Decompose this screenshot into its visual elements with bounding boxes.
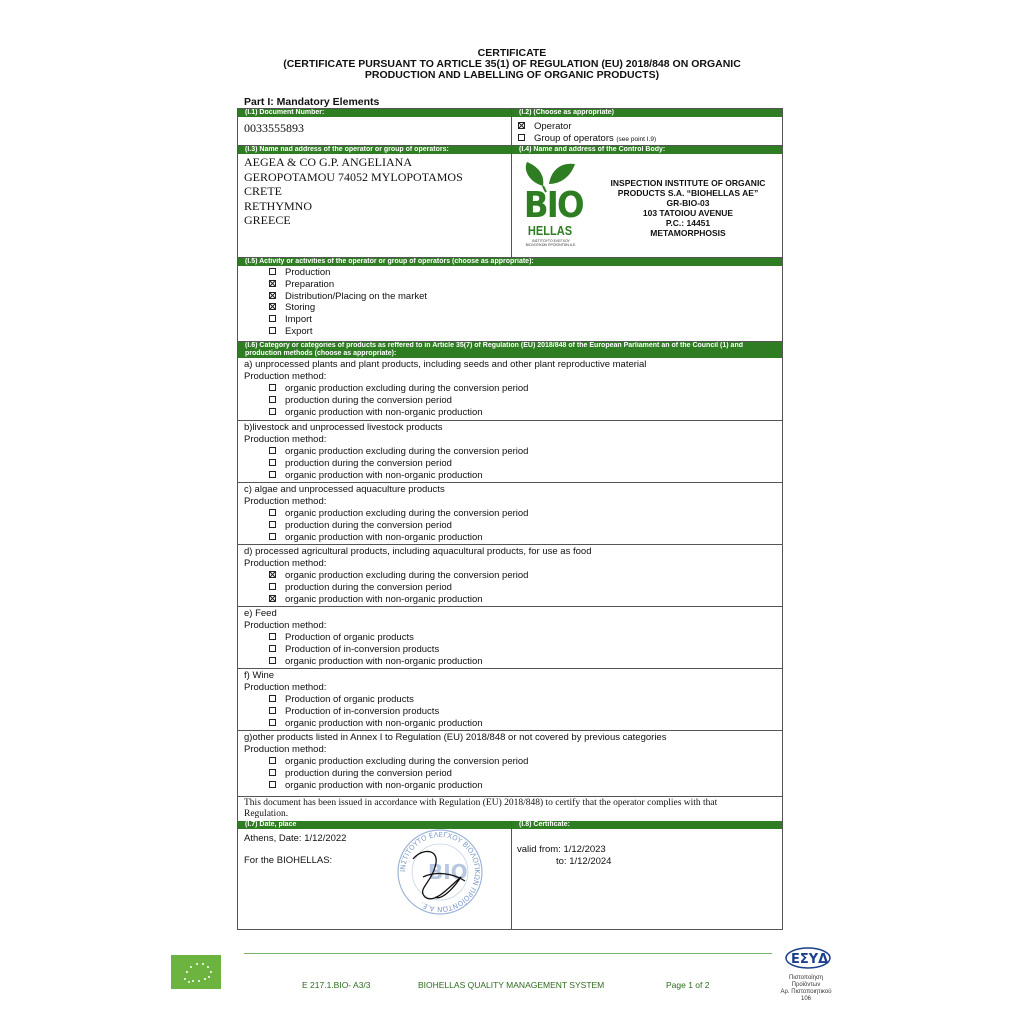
i2-header: (I.2) (Choose as appropriate) bbox=[512, 109, 782, 117]
category-title: g)other products listed in Annex I to Regulation (EU) 2018/848 or not covered by previous categories bbox=[244, 732, 667, 743]
document-number: 0033555893 bbox=[244, 121, 304, 135]
option-label: organic production with non-organic production bbox=[285, 655, 483, 667]
activity-item bbox=[269, 326, 312, 337]
control-line: GR-BIO-03 bbox=[666, 198, 710, 208]
row-divider bbox=[238, 606, 782, 607]
checkbox bbox=[269, 327, 276, 334]
statement-line-2: Regulation. bbox=[244, 809, 289, 819]
option-label: organic production excluding during the conversion period bbox=[285, 570, 529, 581]
option-label: organic production excluding during the conversion period bbox=[285, 446, 529, 457]
i3-header: (I.3) Name nad address of the operator or group of operators: bbox=[238, 146, 511, 154]
production-method-option bbox=[269, 383, 528, 394]
production-method-option bbox=[269, 395, 452, 406]
checked-checkbox bbox=[269, 595, 276, 602]
group-checkbox bbox=[518, 134, 525, 141]
svg-text:BIO: BIO bbox=[428, 860, 468, 884]
production-method-label: Production method: bbox=[244, 434, 327, 445]
group-label: Group of operators bbox=[534, 133, 614, 144]
document-code: E 217.1.BIO- A3/3 bbox=[302, 980, 371, 990]
checked-checkbox bbox=[269, 280, 276, 287]
option-label: production during the conversion period bbox=[285, 767, 452, 779]
production-method-label: Production method: bbox=[244, 496, 327, 507]
checkbox bbox=[269, 268, 276, 275]
category-title: b)livestock and unprocessed livestock products bbox=[244, 422, 443, 433]
checkbox bbox=[269, 447, 276, 454]
category-title: e) Feed bbox=[244, 608, 277, 619]
certificate-form bbox=[237, 108, 783, 930]
option-label: organic production excluding during the conversion period bbox=[285, 383, 529, 394]
logo-bio-text: BIO bbox=[523, 185, 583, 226]
category-title: c) algae and unprocessed aquaculture products bbox=[244, 484, 445, 495]
eu-organic-leaf-icon bbox=[171, 955, 221, 989]
activity-item bbox=[269, 279, 334, 290]
production-method-option bbox=[269, 706, 439, 717]
i4-header: (I.4) Name and address of the Control Body: bbox=[512, 146, 782, 154]
biohellas-logo bbox=[521, 160, 581, 252]
checkbox bbox=[269, 521, 276, 528]
activity-label: Production bbox=[285, 267, 331, 278]
group-option bbox=[518, 133, 656, 145]
row-divider bbox=[238, 482, 782, 483]
control-line: 103 TATOIOU AVENUE bbox=[642, 208, 734, 218]
issue-date: Athens, Date: 1/12/2022 bbox=[244, 833, 347, 844]
row-divider bbox=[238, 544, 782, 545]
option-label: Production of organic products bbox=[285, 694, 414, 705]
checkbox bbox=[269, 757, 276, 764]
option-label: Production of in-conversion products bbox=[285, 643, 440, 655]
checkbox bbox=[269, 657, 276, 664]
checkbox bbox=[269, 459, 276, 466]
i5-header: (I.5) Activity or activities of the operator or group of operators (choose as appropriate): bbox=[238, 258, 782, 266]
logo-hellas-text: HELLAS bbox=[527, 223, 573, 238]
checked-checkbox bbox=[269, 292, 276, 299]
checkbox bbox=[269, 384, 276, 391]
activity-item bbox=[269, 267, 330, 278]
production-method-option bbox=[269, 656, 483, 667]
esyd-caption bbox=[776, 975, 836, 1003]
address-line: AEGEA & CO G.P. ANGELIANA bbox=[244, 155, 412, 169]
operator-checkbox bbox=[518, 122, 525, 129]
i7-header: (I.7) Date, place bbox=[238, 821, 511, 829]
production-method-option bbox=[269, 470, 483, 481]
valid-to: to: 1/12/2024 bbox=[556, 856, 612, 867]
activity-label: Export bbox=[285, 326, 313, 337]
esyd-caption-1: Πιστοποίηση Προϊόντων bbox=[788, 975, 823, 988]
row-divider bbox=[238, 341, 782, 342]
control-line: METAMORPHOSIS bbox=[650, 228, 726, 238]
production-method-option bbox=[269, 718, 483, 729]
statement-line-1: This document has been issued in accordance with Regulation (EU) 2018/848) to certify that the operator complies with that bbox=[244, 798, 718, 808]
footer-divider bbox=[244, 953, 772, 954]
esyd-logo bbox=[784, 944, 832, 970]
production-method-option bbox=[269, 446, 528, 457]
category-title: a) unprocessed plants and plant products, including seeds and other plant reproductive material bbox=[244, 359, 647, 370]
option-label: production during the conversion period bbox=[285, 519, 452, 531]
production-method-option bbox=[269, 694, 414, 705]
control-line: INSPECTION INSTITUTE OF ORGANIC bbox=[610, 178, 766, 188]
row-divider bbox=[238, 668, 782, 669]
checked-checkbox bbox=[269, 303, 276, 310]
row-divider bbox=[238, 145, 782, 146]
row-divider bbox=[238, 257, 782, 258]
issuance-statement bbox=[244, 798, 717, 820]
esyd-accreditation-icon bbox=[784, 944, 832, 970]
checkbox bbox=[269, 315, 276, 322]
address-line: CRETE bbox=[244, 184, 282, 198]
logo-caption: ΙΝΣΤΙΤΟΥΤΟ ΕΛΕΓΧΟΥ ΒΙΟΛΟΓΙΚΩΝ ΠΡΟΪΟΝΤΩΝ Α.Ε. bbox=[525, 239, 577, 247]
category-title: d) processed agricultural products, including aquacultural products, for use as food bbox=[244, 546, 592, 557]
production-method-option bbox=[269, 407, 483, 418]
control-body-address bbox=[593, 178, 783, 238]
production-method-option bbox=[269, 520, 452, 531]
valid-from: valid from: 1/12/2023 bbox=[517, 844, 606, 855]
stamp-seal-icon bbox=[395, 827, 485, 917]
for-biohellas: For the BIOHELLAS: bbox=[244, 855, 333, 866]
address-line: RETHYMNO bbox=[244, 198, 312, 213]
option-label: Production of organic products bbox=[285, 632, 414, 643]
operator-address bbox=[244, 155, 463, 228]
option-label: organic production with non-organic production bbox=[285, 406, 483, 418]
production-method-option bbox=[269, 768, 452, 779]
option-label: Production of in-conversion products bbox=[285, 705, 440, 717]
svg-text:ΙΝΣΤΙΤΟΥΤΟ ΕΛΕΓΧΟΥ ΒΙΟΛΟΓΙΚΩΝ: ΙΝΣΤΙΤΟΥΤΟ ΕΛΕΓΧΟΥ ΒΙΟΛΟΓΙΚΩΝ ΠΡΟΪΟΝΤΩΝ Α.Ε. bbox=[398, 830, 482, 914]
production-method-option bbox=[269, 644, 439, 655]
checkbox bbox=[269, 769, 276, 776]
i8-header: (I.8) Certificate: bbox=[512, 821, 782, 829]
activity-item bbox=[269, 291, 427, 302]
option-label: organic production with non-organic production bbox=[285, 531, 483, 543]
column-divider bbox=[511, 109, 512, 258]
checkbox bbox=[269, 633, 276, 640]
production-method-option bbox=[269, 632, 414, 643]
address-line: GREECE bbox=[244, 213, 291, 227]
operator-label: Operator bbox=[534, 121, 572, 132]
page-number: Page 1 of 2 bbox=[666, 980, 710, 990]
option-label: organic production with non-organic production bbox=[285, 593, 483, 605]
column-divider bbox=[511, 821, 512, 929]
row-divider bbox=[238, 420, 782, 421]
checkbox bbox=[269, 719, 276, 726]
production-method-label: Production method: bbox=[244, 682, 327, 693]
control-line: P.C.: 14451 bbox=[665, 218, 711, 228]
checkbox bbox=[269, 707, 276, 714]
checkbox bbox=[269, 396, 276, 403]
production-method-option bbox=[269, 780, 483, 791]
title-line-1: CERTIFICATE bbox=[477, 47, 547, 59]
activity-item bbox=[269, 314, 312, 325]
row-divider bbox=[238, 730, 782, 731]
option-label: organic production with non-organic production bbox=[285, 469, 483, 481]
activity-label: Preparation bbox=[285, 278, 335, 290]
production-method-option bbox=[269, 532, 483, 543]
part-title: Part I: Mandatory Elements bbox=[244, 96, 380, 108]
title-line-3: PRODUCTION AND LABELLING OF ORGANIC PRODUCTS) bbox=[364, 69, 660, 81]
title-line-2: (CERTIFICATE PURSUANT TO ARTICLE 35(1) OF REGULATION (EU) 2018/848 ON ORGANIC bbox=[283, 58, 741, 70]
production-method-label: Production method: bbox=[244, 620, 327, 631]
option-label: organic production excluding during the conversion period bbox=[285, 756, 529, 767]
production-method-label: Production method: bbox=[244, 371, 327, 382]
checkbox bbox=[269, 645, 276, 652]
production-method-option bbox=[269, 594, 483, 605]
option-label: organic production with non-organic production bbox=[285, 717, 483, 729]
option-label: production during the conversion period bbox=[285, 457, 452, 469]
option-label: production during the conversion period bbox=[285, 394, 452, 406]
operator-option bbox=[518, 121, 572, 132]
quality-system: BIOHELLAS QUALITY MANAGEMENT SYSTEM bbox=[418, 980, 605, 990]
eu-organic-logo bbox=[171, 955, 221, 989]
checkbox bbox=[269, 471, 276, 478]
production-method-option bbox=[269, 756, 528, 767]
production-method-option bbox=[269, 458, 452, 469]
checkbox bbox=[269, 695, 276, 702]
option-label: organic production excluding during the conversion period bbox=[285, 508, 529, 519]
activity-label: Storing bbox=[285, 302, 316, 314]
checkbox bbox=[269, 408, 276, 415]
address-line: GEROPOTAMOU 74052 MYLOPOTAMOS bbox=[244, 169, 463, 184]
production-method-option bbox=[269, 508, 528, 519]
checkbox bbox=[269, 509, 276, 516]
certificate-title bbox=[0, 48, 1024, 81]
checkbox bbox=[269, 583, 276, 590]
activity-item bbox=[269, 302, 315, 313]
row-divider bbox=[238, 796, 782, 797]
control-line: PRODUCTS S.A. “BIOHELLAS AE” bbox=[617, 188, 759, 198]
group-note: (see point I.9) bbox=[616, 136, 657, 143]
activity-label: Distribution/Placing on the market bbox=[285, 290, 428, 302]
option-label: organic production with non-organic production bbox=[285, 779, 483, 791]
production-method-option bbox=[269, 582, 452, 593]
checkbox bbox=[269, 533, 276, 540]
activity-label: Import bbox=[285, 314, 312, 326]
checked-checkbox bbox=[269, 571, 276, 578]
official-stamp bbox=[395, 827, 485, 917]
checkbox bbox=[269, 781, 276, 788]
category-title: f) Wine bbox=[244, 670, 275, 681]
esyd-caption-2: Αρ. Πιστοποιητικού 106 bbox=[780, 989, 832, 1002]
production-method-label: Production method: bbox=[244, 744, 327, 755]
option-label: production during the conversion period bbox=[285, 581, 452, 593]
production-method-option bbox=[269, 570, 528, 581]
i6-header: (I.6) Category or categories of products as reffered to in Article 35(7) of Regulation (EU) 2018/848 of the European Parliament an of the Council (1) and production methods (choose as appropriate): bbox=[238, 342, 782, 358]
i1-header: (I.1) Document Number: bbox=[238, 109, 511, 117]
production-method-label: Production method: bbox=[244, 558, 327, 569]
svg-text:ΕΣΥΔ: ΕΣΥΔ bbox=[791, 952, 829, 967]
